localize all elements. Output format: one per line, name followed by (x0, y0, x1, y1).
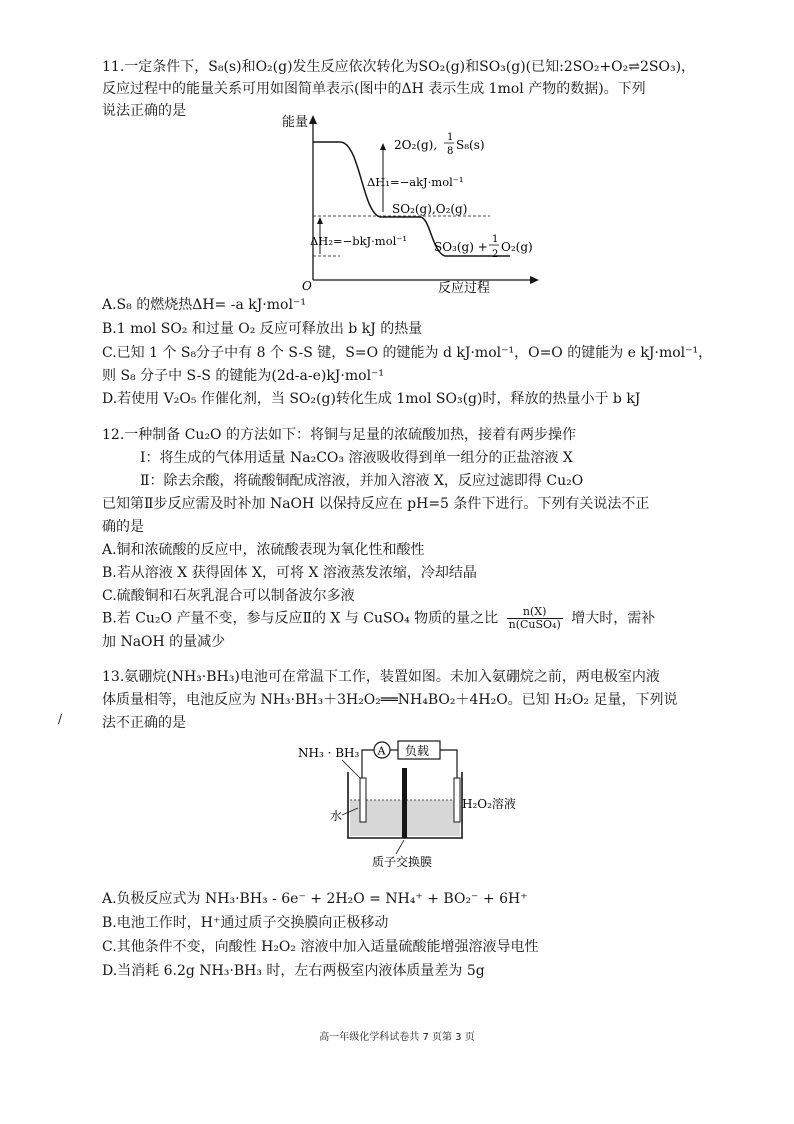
q11-y-label: 能量 (282, 115, 309, 130)
q11-level1-frac-num: 1 (447, 132, 454, 143)
q11-option-c-line2: 则 S₈ 分子中 S-S 的键能为(2d-a-e)kJ·mol⁻¹ (102, 368, 385, 384)
q12-step1: Ⅰ：将生成的气体用适量 Na₂CO₃ 溶液吸收得到单一组分的正盐溶液 X (140, 450, 573, 466)
q11-option-b: B.1 mol SO₂ 和过量 O₂ 反应可释放出 b kJ 的热量 (102, 321, 423, 337)
q13-option-a: A.负极反应式为 NH₃·BH₃ - 6e⁻ + 2H₂O = NH₄⁺ + BO₂⁻ + 6H⁺ (102, 891, 528, 907)
q12-option-d (102, 606, 655, 631)
margin-mark: / (58, 712, 63, 726)
q11-level3-prefix: SO₃(g) + (434, 240, 488, 254)
q11-option-a: A.S₈ 的燃烧热ΔH= -a kJ·mol⁻¹ (102, 297, 306, 313)
q13-battery-diagram (292, 738, 552, 873)
q11-option-d: D.若使用 V₂O₅ 作催化剂，当 SO₂(g)转化生成 1mol SO₃(g)时，释放的热量小于 b kJ (102, 391, 641, 407)
q11-dh2-arrowhead (317, 217, 323, 224)
q11-dh1-arrowhead (380, 143, 386, 150)
q12-option-d-line2: 加 NaOH 的量减少 (102, 634, 226, 650)
q11-dh2-label: ΔH₂=−bkJ·mol⁻¹ (310, 234, 407, 248)
q11-level1-frac-den: 8 (447, 146, 454, 157)
q13-load-label: 负载 (405, 744, 430, 758)
q13-ammeter-label: A (377, 744, 386, 758)
q13-right-electrode (454, 778, 460, 822)
q11-level3-suffix: O₂(g) (501, 240, 533, 254)
q12-option-b: B.若从溶液 X 获得固体 X，可将 X 溶液蒸发浓缩，冷却结晶 (102, 565, 477, 581)
q13-option-d: D.当消耗 6.2g NH₃·BH₃ 时，左右两极室内液体质量差为 5g (102, 963, 485, 979)
q12-stem-line3: 确的是 (102, 519, 144, 535)
q11-stem-line1: 11.一定条件下，S₈(s)和O₂(g)发生反应依次转化为SO₂(g)和SO₃(g)(已知:2SO₂+O₂⇌2SO₃)， (102, 59, 696, 75)
q13-stem-line1: 13.氨硼烷(NH₃·BH₃)电池可在常温下工作，装置如图。未加入氨硼烷之前，两电极室内液 (102, 669, 660, 685)
q12-option-d-suffix: 增大时，需补 (571, 610, 656, 627)
q12-stem-line2: 已知第Ⅱ步反应需及时补加 NaOH 以保持反应在 pH=5 条件下进行。下列有关说法不正 (102, 496, 650, 512)
q13-membrane (402, 768, 407, 838)
q11-x-label: 反应过程 (438, 281, 491, 296)
q11-option-c-line1: C.已知 1 个 S₈分子中有 8 个 S-S 键，S=O 的键能为 d kJ·mol⁻¹，O=O 的键能为 e kJ·mol⁻¹， (102, 345, 713, 361)
q13-option-c: C.其他条件不变，向酸性 H₂O₂ 溶液中加入适量硫酸能增强溶液导电性 (102, 939, 539, 955)
q13-wire-right (440, 750, 457, 780)
q12-option-d-prefix: B.若 Cu₂O 产量不变，参与反应Ⅱ的 X 与 CuSO₄ 物质的量之比 (102, 610, 499, 627)
q13-option-b: B.电池工作时，H⁺通过质子交换膜向正极移动 (102, 915, 389, 931)
q12-option-c: C.硫酸铜和石灰乳混合可以制备波尔多液 (102, 588, 355, 604)
q11-level3-frac-den: 2 (492, 249, 499, 260)
q11-stem-line3: 说法正确的是 (102, 103, 186, 119)
q13-reactant-label: NH₃ · BH₃ (298, 746, 360, 760)
q13-water-label: 水 (330, 809, 343, 823)
q12-stem-line1: 12.一种制备 Cu₂O 的方法如下：将铜与足量的浓硫酸加热，接着有两步操作 (102, 427, 576, 443)
q13-left-electrode (360, 778, 366, 822)
q11-origin: O (302, 279, 312, 293)
q11-energy-diagram (280, 112, 540, 297)
q12-step2: Ⅱ：除去余酸，将硫酸铜配成溶液，并加入溶液 X，反应过滤即得 Cu₂O (140, 473, 584, 489)
q13-stem-line3: 法不正确的是 (102, 715, 186, 731)
q13-wire-left (362, 750, 374, 780)
q11-x-axis-arrow (530, 276, 539, 284)
q13-membrane-label: 质子交换膜 (372, 855, 433, 869)
q11-level2-label: SO₂(g),O₂(g) (392, 202, 468, 216)
q11-level3-frac-num: 1 (492, 234, 499, 245)
q13-stem-line2: 体质量相等，电池反应为 NH₃·BH₃＋3H₂O₂══NH₄BO₂＋4H₂O。已知 H₂O₂ 足量，下列说 (102, 692, 678, 708)
page-footer: 高一年级化学科试卷共 7 页第 3 页 (319, 1032, 475, 1043)
q12-fraction-denominator: n(CuSO₄) (508, 618, 561, 631)
q12-fraction-numerator: n(X) (507, 606, 563, 619)
q11-level1-prefix: 2O₂(g), (394, 138, 438, 152)
q11-y-axis-arrow (309, 115, 317, 124)
q12-option-d-fraction (507, 606, 563, 631)
q11-dh1-label: ΔH₁=−akJ·mol⁻¹ (367, 175, 464, 189)
q11-stem-line2: 反应过程中的能量关系可用如图简单表示(图中的ΔH 表示生成 1mol 产物的数据)。下列 (102, 81, 646, 97)
q12-option-a: A.铜和浓硫酸的反应中，浓硫酸表现为氧化性和酸性 (102, 542, 425, 558)
q13-membrane-pointer (396, 840, 404, 854)
q11-level1-suffix: S₈(s) (456, 138, 485, 152)
q13-reactant-pointer (342, 760, 360, 778)
q13-solution-label: H₂O₂溶液 (462, 797, 516, 811)
